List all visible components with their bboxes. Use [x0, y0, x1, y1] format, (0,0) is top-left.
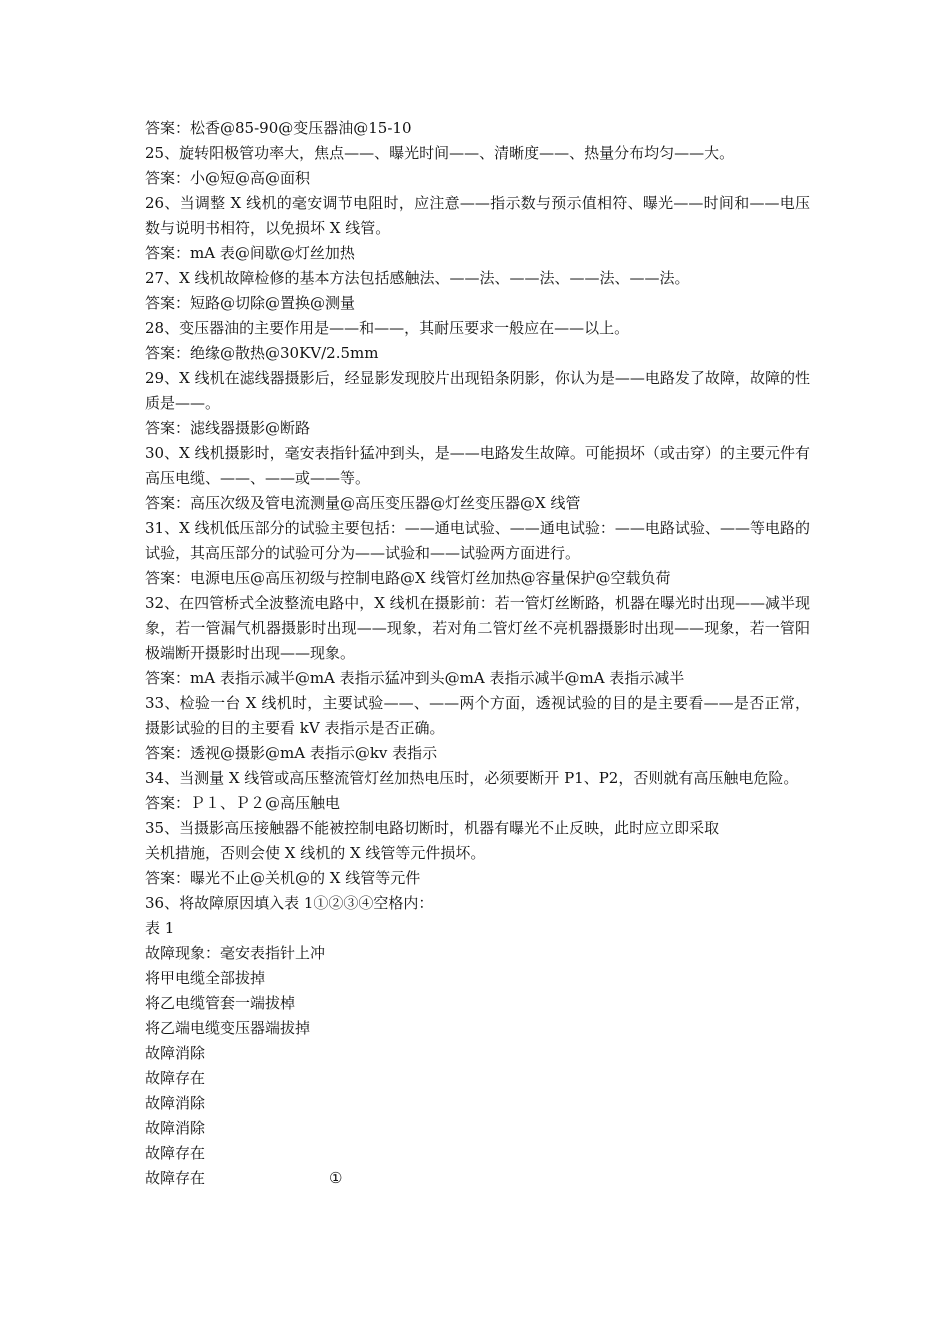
table-cell: 将甲电缆全部拔掉: [145, 969, 266, 987]
answer-line: 答案：松香@85-90@变压器油@15-10: [145, 119, 412, 137]
table-cell-last: [145, 1166, 810, 1191]
table-cell: 故障现象：毫安表指针上冲: [145, 944, 326, 962]
question-26: 26、当调整 X 线机的毫安调节电阻时，应注意——指示数与预示值相符、曝光——时间和——电压数与说明书相符，以免损坏 X 线管。: [145, 194, 810, 237]
table-cell-text: 故障存在: [145, 1169, 206, 1187]
question-35: 35、当摄影高压接触器不能被控制电路切断时，机器有曝光不止反映，此时应立即采取: [145, 819, 720, 837]
answer-line: 答案：mA 表指示减半@mA 表指示猛冲到头@mA 表指示减半@mA 表指示减半: [145, 669, 685, 687]
circled-mark: ①: [329, 1169, 343, 1187]
table-cell: 故障消除: [145, 1119, 206, 1137]
table-cell: 将乙端电缆变压器端拔掉: [145, 1019, 311, 1037]
question-30: 30、X 线机摄影时，毫安表指针猛冲到头，是——电路发生故障。可能损坏（或击穿）的主要元件有高压电缆、——、——或——等。: [145, 444, 810, 487]
table-cell: 故障消除: [145, 1094, 206, 1112]
question-29: 29、X 线机在滤线器摄影后，经显影发现胶片出现铅条阴影，你认为是——电路发了故障，故障的性质是——。: [145, 369, 810, 412]
question-28: 28、变压器油的主要作用是——和——，其耐压要求一般应在——以上。: [145, 319, 630, 337]
question-25: 25、旋转阳极管功率大，焦点——、曝光时间——、清晰度——、热量分布均匀——大。: [145, 144, 735, 162]
question-33: 33、检验一台 X 线机时，主要试验——、——两个方面，透视试验的目的是主要看——是否正常，摄影试验的目的主要看 kV 表指示是否正确。: [145, 694, 810, 737]
table-cell: 故障消除: [145, 1044, 206, 1062]
answer-line: 答案：透视@摄影@mA 表指示@kv 表指示: [145, 744, 438, 762]
answer-line: 答案：mA 表@间歇@灯丝加热: [145, 244, 355, 262]
table-cell: 故障存在: [145, 1144, 206, 1162]
answer-line: 答案：曝光不止@关机@的 X 线管等元件: [145, 869, 421, 887]
question-32: 32、在四管桥式全波整流电路中，X 线机在摄影前：若一管灯丝断路，机器在曝光时出现——减半现象，若一管漏气机器摄影时出现——现象，若对角二管灯丝不亮机器摄影时出现——现象，若一管阳极端断开摄影时出现——现象。: [145, 594, 810, 662]
answer-line: 答案：绝缘@散热@30KV/2.5mm: [145, 344, 379, 362]
question-36: 36、将故障原因填入表 1①②③④空格内：: [145, 894, 434, 912]
question-34: 34、当测量 X 线管或高压整流管灯丝加热电压时，必须要断开 P1、P2，否则就有高压触电危险。: [145, 769, 799, 787]
table-cell: 故障存在: [145, 1069, 206, 1087]
table-cell: 将乙电缆管套一端拔棹: [145, 994, 296, 1012]
answer-line: 答案：Ｐ１、Ｐ２@高压触电: [145, 794, 341, 812]
answer-line: 答案：滤线器摄影@断路: [145, 419, 311, 437]
question-31: 31、X 线机低压部分的试验主要包括：——通电试验、——通电试验：——电路试验、——等电路的试验，其高压部分的试验可分为——试验和——试验两方面进行。: [145, 519, 810, 562]
document-body: [145, 116, 810, 1191]
answer-line: 答案：短路@切除@置换@测量: [145, 294, 356, 312]
answer-line: 答案：电源电压@高压初级与控制电路@X 线管灯丝加热@容量保护@空载负荷: [145, 569, 671, 587]
question-35-cont: 关机措施，否则会使 X 线机的 X 线管等元件损坏。: [145, 844, 486, 862]
answer-line: 答案：高压次级及管电流测量@高压变压器@灯丝变压器@X 线管: [145, 494, 581, 512]
answer-line: 答案：小@短@高@面积: [145, 169, 311, 187]
question-27: 27、X 线机故障检修的基本方法包括感触法、——法、——法、——法、——法。: [145, 269, 690, 287]
table-caption: 表 1: [145, 919, 175, 937]
